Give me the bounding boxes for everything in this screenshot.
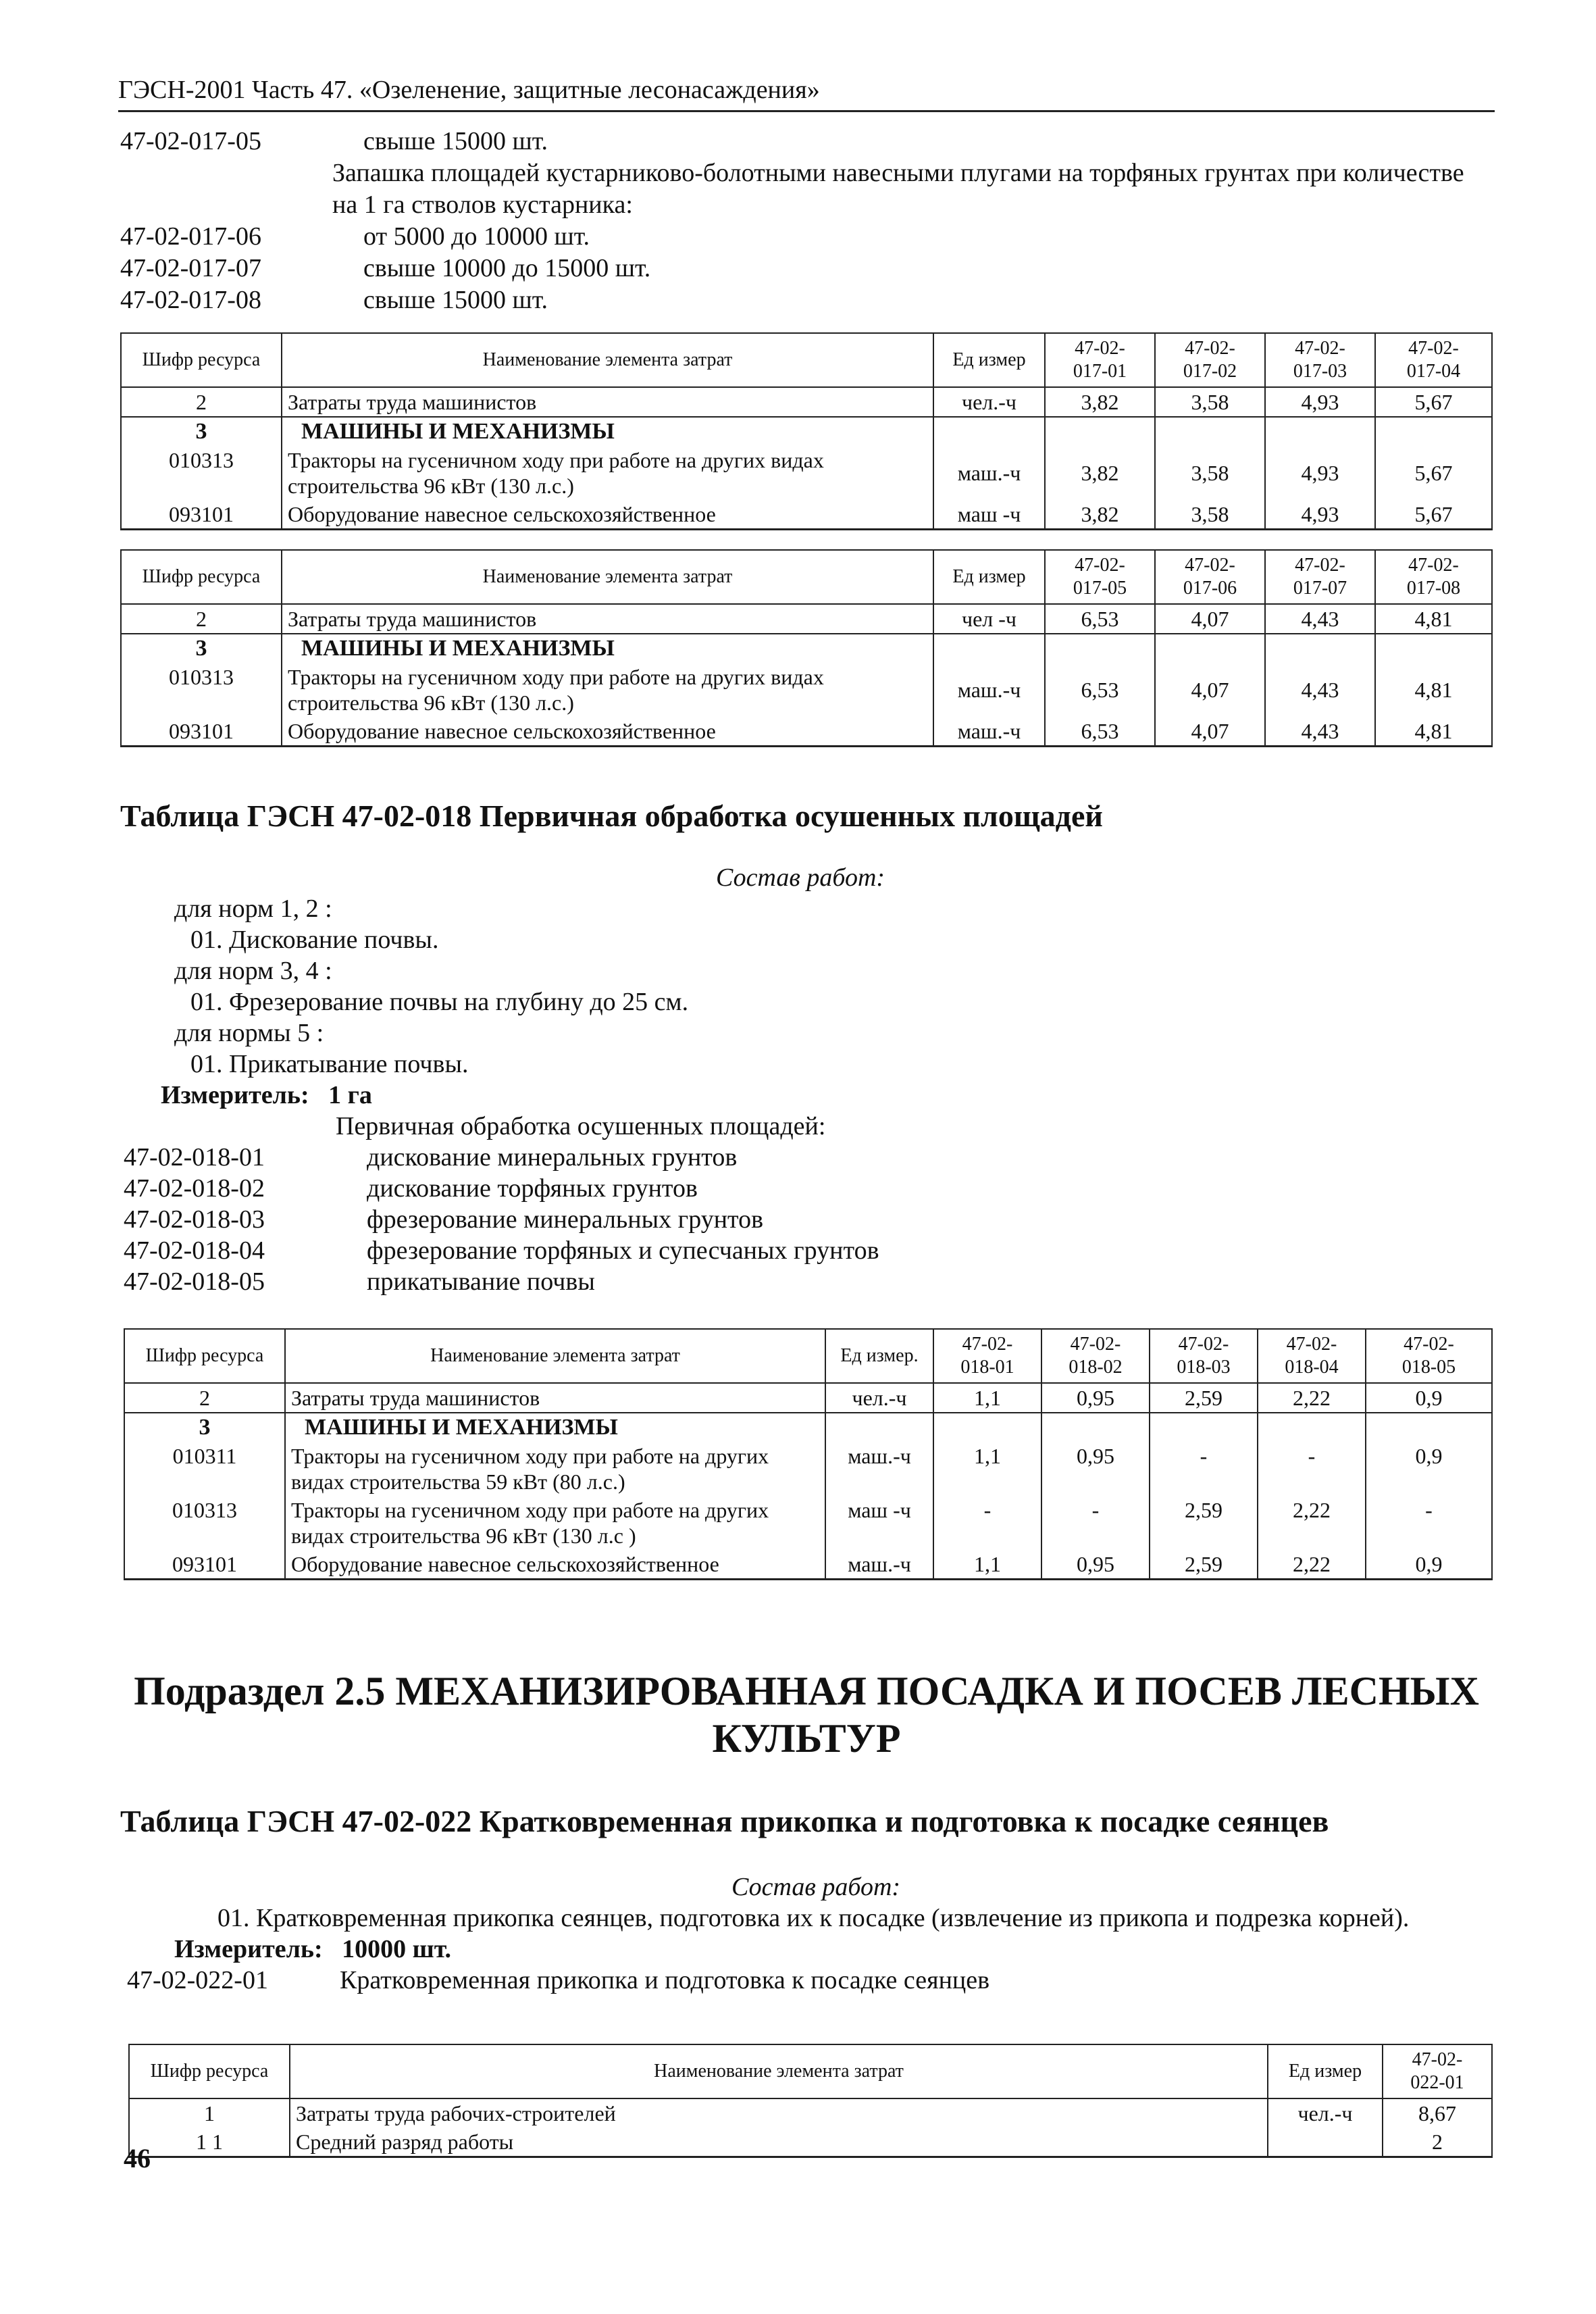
table-row: [129, 2128, 1492, 2157]
code-47-02-017-05: 47-02-017-05: [120, 127, 261, 155]
empty-cell: [1366, 1413, 1492, 1442]
col-norm-header: 47-02- 017-08: [1375, 550, 1492, 604]
resource-unit: чел -ч: [933, 604, 1045, 634]
col-norm-header: 47-02- 017-07: [1265, 550, 1375, 604]
resource-unit: чел.-ч: [825, 1383, 933, 1413]
resource-code: 010313: [121, 446, 282, 500]
resource-code: 3: [121, 634, 282, 663]
resource-code: 010311: [124, 1442, 285, 1496]
norm-value: 4,43: [1265, 663, 1375, 717]
table-row: [124, 1496, 1492, 1550]
norm-value: 1,1: [933, 1550, 1041, 1580]
norm-value: 4,93: [1265, 387, 1375, 417]
empty-cell: [1265, 634, 1375, 663]
empty-cell: [1155, 417, 1265, 446]
norm-value: 3,82: [1045, 500, 1155, 530]
norm-value: 8,67: [1383, 2098, 1492, 2128]
code-text: свыше 10000 до 15000 шт.: [363, 254, 651, 282]
norm-value: 0,9: [1366, 1383, 1492, 1413]
norm-value: 1,1: [933, 1383, 1041, 1413]
resource-name: Затраты труда машинистов: [282, 604, 933, 634]
resource-code: 2: [124, 1383, 285, 1413]
col-code-header: Шифр ресурса: [121, 333, 282, 387]
composition-line: для нормы 5 :: [174, 1019, 324, 1047]
resource-name: Средний разряд работы: [290, 2128, 1268, 2157]
composition-title: Состав работ:: [716, 863, 885, 892]
resource-code: 1 1: [129, 2128, 290, 2157]
col-norm-header: 47-02- 017-02: [1155, 333, 1265, 387]
header-rule: [118, 110, 1495, 112]
composition-line: 01. Прикатывание почвы.: [190, 1050, 469, 1078]
empty-cell: [1150, 1413, 1258, 1442]
empty-cell: [933, 417, 1045, 446]
col-norm-header: 47-02- 017-04: [1375, 333, 1492, 387]
resource-code: 2: [121, 387, 282, 417]
norm-value: 6,53: [1045, 663, 1155, 717]
norm-value: 3,58: [1155, 500, 1265, 530]
norm-value: 4,43: [1265, 604, 1375, 634]
norm-value: 3,82: [1045, 446, 1155, 500]
empty-cell: [1265, 417, 1375, 446]
table-row: [121, 446, 1492, 500]
resource-name: Затраты труда рабочих-строителей: [290, 2098, 1268, 2128]
norm-value: 2: [1383, 2128, 1492, 2157]
code-47-02-018-05: 47-02-018-05: [124, 1267, 265, 1296]
code-text: свыше 15000 шт.: [363, 127, 548, 155]
empty-cell: [1155, 634, 1265, 663]
norm-value: -: [1041, 1496, 1150, 1550]
code-47-02-018-01: 47-02-018-01: [124, 1143, 265, 1172]
table-row: [121, 604, 1492, 634]
resource-code: 3: [121, 417, 282, 446]
norm-value: 2,22: [1258, 1496, 1366, 1550]
meter-label: [174, 1934, 451, 1965]
resource-table-017-01-04: [120, 332, 1493, 530]
col-norm-header: 47-02- 022-01: [1383, 2044, 1492, 2098]
resource-code: 1: [129, 2098, 290, 2128]
section-name: МАШИНЫ И МЕХАНИЗМЫ: [282, 417, 933, 446]
table-row: [121, 500, 1492, 530]
resource-unit: маш.-ч: [825, 1550, 933, 1580]
norm-value: 4,81: [1375, 717, 1492, 747]
norm-value: 4,93: [1265, 500, 1375, 530]
empty-cell: [1045, 417, 1155, 446]
col-norm-header: 47-02- 018-04: [1258, 1329, 1366, 1383]
norm-value: 0,9: [1366, 1550, 1492, 1580]
col-code-header: Шифр ресурса: [121, 550, 282, 604]
subsection-title: Подраздел 2.5 МЕХАНИЗИРОВАННАЯ ПОСАДКА И ПОСЕВ ЛЕСНЫХ КУЛЬТУР: [134, 1669, 1479, 1761]
table-row: [121, 387, 1492, 417]
resource-table-022: [128, 2044, 1493, 2158]
resource-name: Оборудование навесное сельскохозяйственное: [282, 500, 933, 530]
norm-value: 4,81: [1375, 604, 1492, 634]
empty-cell: [1375, 634, 1492, 663]
resource-unit: чел.-ч: [1268, 2098, 1383, 2128]
col-norm-header: 47-02- 018-01: [933, 1329, 1041, 1383]
table-row: [124, 1442, 1492, 1496]
resource-name: Оборудование навесное сельскохозяйственное: [282, 717, 933, 747]
col-unit-header: Ед измер: [933, 550, 1045, 604]
table-row: [121, 663, 1492, 717]
table-title-47-02-022: Таблица ГЭСН 47-02-022 Кратковременная прикопка и подготовка к посадке сеянцев: [120, 1804, 1329, 1838]
resource-code: 093101: [121, 500, 282, 530]
norm-value: 4,43: [1265, 717, 1375, 747]
section-name: МАШИНЫ И МЕХАНИЗМЫ: [282, 634, 933, 663]
resource-name: Тракторы на гусеничном ходу при работе на других видах строительства 96 кВт (130 л.с ): [285, 1496, 825, 1550]
norm-value: 6,53: [1045, 717, 1155, 747]
norm-value: 2,22: [1258, 1550, 1366, 1580]
code-text: фрезерование минеральных грунтов: [367, 1205, 764, 1234]
table-row: [124, 1550, 1492, 1580]
norm-value: 0,95: [1041, 1550, 1150, 1580]
table-row: [121, 417, 1492, 446]
empty-cell: [1258, 1413, 1366, 1442]
norm-value: 2,22: [1258, 1383, 1366, 1413]
col-norm-header: 47-02- 017-05: [1045, 550, 1155, 604]
col-name-header: Наименование элемента затрат: [285, 1329, 825, 1383]
norm-value: 2,59: [1150, 1550, 1258, 1580]
composition-line: для норм 1, 2 :: [174, 895, 332, 923]
norm-value: 5,67: [1375, 387, 1492, 417]
resource-code: 3: [124, 1413, 285, 1442]
resource-unit: маш.-ч: [933, 446, 1045, 500]
norm-value: 3,82: [1045, 387, 1155, 417]
norm-value: 3,58: [1155, 387, 1265, 417]
resource-name: Тракторы на гусеничном ходу при работе на других видах строительства 59 кВт (80 л.с.): [285, 1442, 825, 1496]
table-row: [129, 2098, 1492, 2128]
col-name-header: Наименование элемента затрат: [290, 2044, 1268, 2098]
code-text: Кратковременная прикопка и подготовка к посадке сеянцев: [340, 1966, 990, 1994]
norm-value: 4,07: [1155, 717, 1265, 747]
code-47-02-017-06: 47-02-017-06: [120, 222, 261, 251]
empty-cell: [1375, 417, 1492, 446]
code-47-02-022-01: 47-02-022-01: [127, 1966, 268, 1994]
meter-value: 1 га: [328, 1081, 372, 1109]
norm-value: 5,67: [1375, 500, 1492, 530]
norm-value: 2,59: [1150, 1496, 1258, 1550]
resource-name: Затраты труда машинистов: [285, 1383, 825, 1413]
code-47-02-017-07: 47-02-017-07: [120, 254, 261, 282]
resource-name: Затраты труда машинистов: [282, 387, 933, 417]
norm-value: -: [1258, 1442, 1366, 1496]
norm-value: 0,95: [1041, 1442, 1150, 1496]
col-norm-header: 47-02- 018-03: [1150, 1329, 1258, 1383]
resource-code: 093101: [121, 717, 282, 747]
section-name: МАШИНЫ И МЕХАНИЗМЫ: [285, 1413, 825, 1442]
col-unit-header: Ед измер: [933, 333, 1045, 387]
empty-cell: [825, 1413, 933, 1442]
norm-value: -: [933, 1496, 1041, 1550]
col-norm-header: 47-02- 017-01: [1045, 333, 1155, 387]
empty-cell: [933, 634, 1045, 663]
resource-unit: маш.-ч: [933, 663, 1045, 717]
table-row: [124, 1383, 1492, 1413]
resource-name: Тракторы на гусеничном ходу при работе на других видах строительства 96 кВт (130 л.с.): [282, 663, 933, 717]
page-number: 46: [124, 2143, 151, 2173]
col-norm-header: 47-02- 017-03: [1265, 333, 1375, 387]
empty-cell: [1041, 1413, 1150, 1442]
composition-line: 01. Дискование почвы.: [190, 926, 439, 954]
composition-title: Состав работ:: [731, 1873, 901, 1901]
table-row: [124, 1413, 1492, 1442]
norm-value: 4,93: [1265, 446, 1375, 500]
running-header: ГЭСН-2001 Часть 47. «Озеленение, защитные лесонасаждения»: [118, 76, 820, 104]
meter-label: [161, 1080, 372, 1111]
norm-value: 0,95: [1041, 1383, 1150, 1413]
code-text: прикатывание почвы: [367, 1267, 595, 1296]
group-title: Первичная обработка осушенных площадей:: [336, 1112, 826, 1140]
resource-unit: [1268, 2128, 1383, 2157]
col-norm-header: 47-02- 018-05: [1366, 1329, 1492, 1383]
empty-cell: [1045, 634, 1155, 663]
code-47-02-018-02: 47-02-018-02: [124, 1174, 265, 1203]
composition-line: 01. Фрезерование почвы на глубину до 25 см.: [190, 988, 689, 1016]
resource-code: 2: [121, 604, 282, 634]
meter-label-text: Измеритель:: [174, 1935, 323, 1963]
code-text: от 5000 до 10000 шт.: [363, 222, 590, 251]
resource-unit: чел.-ч: [933, 387, 1045, 417]
col-norm-header: 47-02- 018-02: [1041, 1329, 1150, 1383]
norm-value: -: [1150, 1442, 1258, 1496]
col-code-header: Шифр ресурса: [124, 1329, 285, 1383]
resource-name: Тракторы на гусеничном ходу при работе на других видах строительства 96 кВт (130 л.с.): [282, 446, 933, 500]
norm-value: 5,67: [1375, 446, 1492, 500]
resource-code: 093101: [124, 1550, 285, 1580]
col-unit-header: Ед измер: [1268, 2044, 1383, 2098]
norm-value: 4,81: [1375, 663, 1492, 717]
resource-code: 010313: [121, 663, 282, 717]
col-name-header: Наименование элемента затрат: [282, 550, 933, 604]
meter-value: 10000 шт.: [342, 1935, 452, 1963]
resource-table-018: [124, 1328, 1493, 1580]
col-unit-header: Ед измер.: [825, 1329, 933, 1383]
norm-value: 3,58: [1155, 446, 1265, 500]
norm-value: -: [1366, 1496, 1492, 1550]
code-text: дискование торфяных грунтов: [367, 1174, 698, 1203]
norm-value: 0,9: [1366, 1442, 1492, 1496]
resource-unit: маш.-ч: [933, 717, 1045, 747]
table-title-47-02-018: Таблица ГЭСН 47-02-018 Первичная обработка осушенных площадей: [120, 799, 1103, 833]
norm-value: 6,53: [1045, 604, 1155, 634]
resource-name: Оборудование навесное сельскохозяйственное: [285, 1550, 825, 1580]
table-row: [121, 634, 1492, 663]
composition-line: для норм 3, 4 :: [174, 957, 332, 985]
resource-table-017-05-08: [120, 549, 1493, 747]
composition-line: 01. Кратковременная прикопка сеянцев, подготовка их к посадке (извлечение из прикопа и подрезка корней).: [217, 1904, 1410, 1932]
norm-value: 2,59: [1150, 1383, 1258, 1413]
code-47-02-017-08: 47-02-017-08: [120, 286, 261, 314]
resource-code: 010313: [124, 1496, 285, 1550]
resource-unit: маш -ч: [933, 500, 1045, 530]
code-text: дискование минеральных грунтов: [367, 1143, 738, 1172]
plow-description: Запашка площадей кустарниково-болотными навесными плугами на торфяных грунтах при количестве на 1 га стволов кустарника:: [332, 159, 1464, 219]
col-name-header: Наименование элемента затрат: [282, 333, 933, 387]
empty-cell: [933, 1413, 1041, 1442]
norm-value: 4,07: [1155, 663, 1265, 717]
code-text: свыше 15000 шт.: [363, 286, 548, 314]
code-text: фрезерование торфяных и супесчаных грунтов: [367, 1236, 879, 1265]
code-47-02-018-03: 47-02-018-03: [124, 1205, 265, 1234]
code-47-02-018-04: 47-02-018-04: [124, 1236, 265, 1265]
resource-unit: маш.-ч: [825, 1442, 933, 1496]
resource-unit: маш -ч: [825, 1496, 933, 1550]
col-norm-header: 47-02- 017-06: [1155, 550, 1265, 604]
col-code-header: Шифр ресурса: [129, 2044, 290, 2098]
norm-value: 4,07: [1155, 604, 1265, 634]
norm-value: 1,1: [933, 1442, 1041, 1496]
table-row: [121, 717, 1492, 747]
meter-label-text: Измеритель:: [161, 1081, 309, 1109]
